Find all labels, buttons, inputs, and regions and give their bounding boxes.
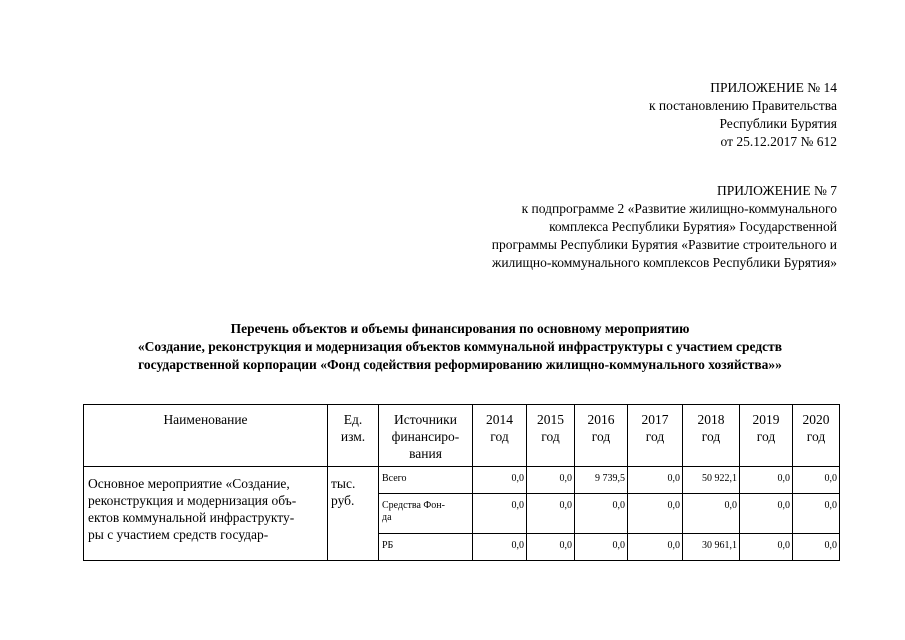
appendix-7-block (492, 182, 837, 272)
value-cell: 0,0 (628, 467, 683, 494)
header-year-2014: 2014 год (473, 405, 527, 467)
header-year-2016: 2016 год (575, 405, 628, 467)
value-cell: 0,0 (527, 494, 575, 534)
appendix-7-line: программы Республики Бурятия «Развитие строительного и (491, 237, 837, 252)
appendix-7-line: ПРИЛОЖЕНИЕ № 7 (716, 183, 837, 198)
header-year-2015: 2015 год (527, 405, 575, 467)
value-cell: 0,0 (527, 467, 575, 494)
header-year-2018: 2018 год (683, 405, 740, 467)
header-year-2017: 2017 год (628, 405, 683, 467)
header-name: Наименование (84, 405, 328, 467)
document-title (60, 320, 860, 374)
appendix-14-line: ПРИЛОЖЕНИЕ № 14 (710, 80, 837, 95)
header-unit: Ед. изм. (328, 405, 379, 467)
unit-cell: тыс. руб. (328, 467, 379, 561)
document-title-line: Перечень объектов и объемы финансирования по основному мероприятию (230, 321, 690, 336)
appendix-14-line: Республики Бурятия (719, 116, 837, 131)
header-year-2019: 2019 год (740, 405, 793, 467)
value-cell: 0,0 (473, 494, 527, 534)
header-year-2020: 2020 год (793, 405, 840, 467)
appendix-7-line: жилищно-коммунального комплексов Республики Бурятия» (492, 255, 837, 270)
value-cell: 0,0 (527, 534, 575, 561)
financing-table (83, 404, 840, 561)
value-cell: 0,0 (628, 494, 683, 534)
value-cell: 0,0 (575, 534, 628, 561)
value-cell: 0,0 (740, 534, 793, 561)
appendix-7-line: к подпрограмме 2 «Развитие жилищно-коммунального (521, 201, 837, 216)
value-cell: 0,0 (473, 534, 527, 561)
value-cell: 0,0 (793, 494, 840, 534)
value-cell: 0,0 (575, 494, 628, 534)
source-cell: Всего (379, 467, 473, 494)
value-cell: 0,0 (793, 534, 840, 561)
value-cell: 0,0 (628, 534, 683, 561)
table-row (84, 467, 840, 494)
value-cell: 0,0 (683, 494, 740, 534)
appendix-7-line: комплекса Республики Бурятия» Государственной (549, 219, 837, 234)
value-cell: 30 961,1 (683, 534, 740, 561)
appendix-14-line: от 25.12.2017 № 612 (720, 134, 837, 149)
value-cell: 0,0 (740, 467, 793, 494)
document-title-line: «Создание, реконструкция и модернизация объектов коммунальной инфраструктуры с участием средств (137, 339, 783, 354)
event-name-cell: Основное мероприятие «Создание, реконструкция и модернизация объ- ектов коммунальной инфраструкту- ры с участием средств государ- (84, 467, 328, 561)
value-cell: 9 739,5 (575, 467, 628, 494)
source-cell: РБ (379, 534, 473, 561)
value-cell: 0,0 (793, 467, 840, 494)
value-cell: 0,0 (473, 467, 527, 494)
value-cell: 50 922,1 (683, 467, 740, 494)
appendix-14-line: к постановлению Правительства (648, 98, 837, 113)
appendix-14-block (649, 79, 837, 151)
source-cell: Средства Фон- да (379, 494, 473, 534)
value-cell: 0,0 (740, 494, 793, 534)
document-title-line: государственной корпорации «Фонд содействия реформированию жилищно-коммунального хозяйства»» (138, 357, 782, 372)
header-source: Источники финансиро- вания (379, 405, 473, 467)
table-header-row (84, 405, 840, 467)
